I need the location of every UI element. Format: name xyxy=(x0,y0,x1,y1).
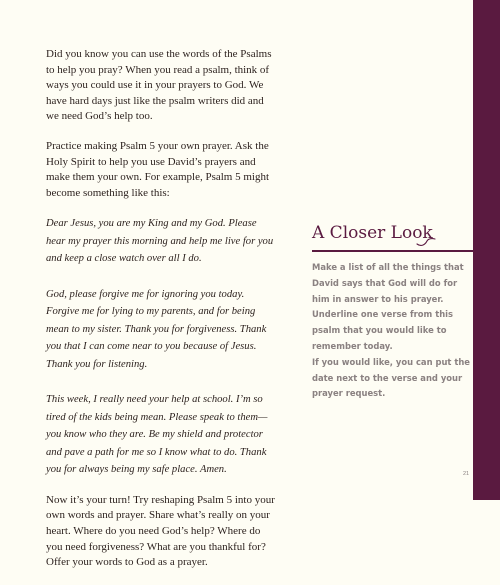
page-edge-band xyxy=(473,0,500,500)
main-text-column xyxy=(46,47,278,585)
closing-paragraph: Now it’s your turn! Try reshaping Psalm 5 into your own words and prayer. Share what’s really on your heart. Where do you need God’s help? Where do you need forgiveness? What are you thankful for? Offer your words to God as a prayer. xyxy=(46,493,275,569)
sidebar-title: A Closer Look xyxy=(312,223,433,243)
prayer-praise: Dear Jesus, you are my King and my God. Please hear my prayer this morning and help me live for you and keep a close watch over all I do. xyxy=(46,218,274,265)
prayer-forgiveness: God, please forgive me for ignoring you today. Forgive me for lying to my parents, and for being mean to my sister. Thank you for forgiveness. Thank you that I can come near to you because of Jesus. Thank you for listening. xyxy=(46,288,267,370)
sidebar-suggestion: If you would like, you can put the date next to the verse and your prayer request. xyxy=(312,356,470,399)
sidebar-instruction: Make a list of all the things that David says that God will do for him in answer to his prayer. Underline one verse from this psalm that you would like to remember today. xyxy=(312,262,464,351)
practice-paragraph: Practice making Psalm 5 your own prayer. Ask the Holy Spirit to help you use David’s prayers and make them your own. For example, Psalm 5 might become something like this: xyxy=(46,139,270,199)
sidebar-title-row xyxy=(312,222,473,247)
sidebar-divider xyxy=(312,250,473,252)
prayer-help: This week, I really need your help at school. I’m so tired of the kids being mean. Please speak to them—you know who they are. Be my shield and protector and pave a path for me so I know what to do. Thank you for always being my safe place. Amen. xyxy=(46,394,268,476)
intro-paragraph: Did you know you can use the words of the Psalms to help you pray? When you read a psalm, think of ways you could use it in your prayers to God. We have hard days just like the psalm writers did and we need God’s help too. xyxy=(46,48,272,123)
sidebar-body xyxy=(312,260,473,402)
page-number: 21 xyxy=(463,471,470,477)
swash-decoration-icon xyxy=(415,235,437,247)
closer-look-sidebar xyxy=(312,222,473,402)
